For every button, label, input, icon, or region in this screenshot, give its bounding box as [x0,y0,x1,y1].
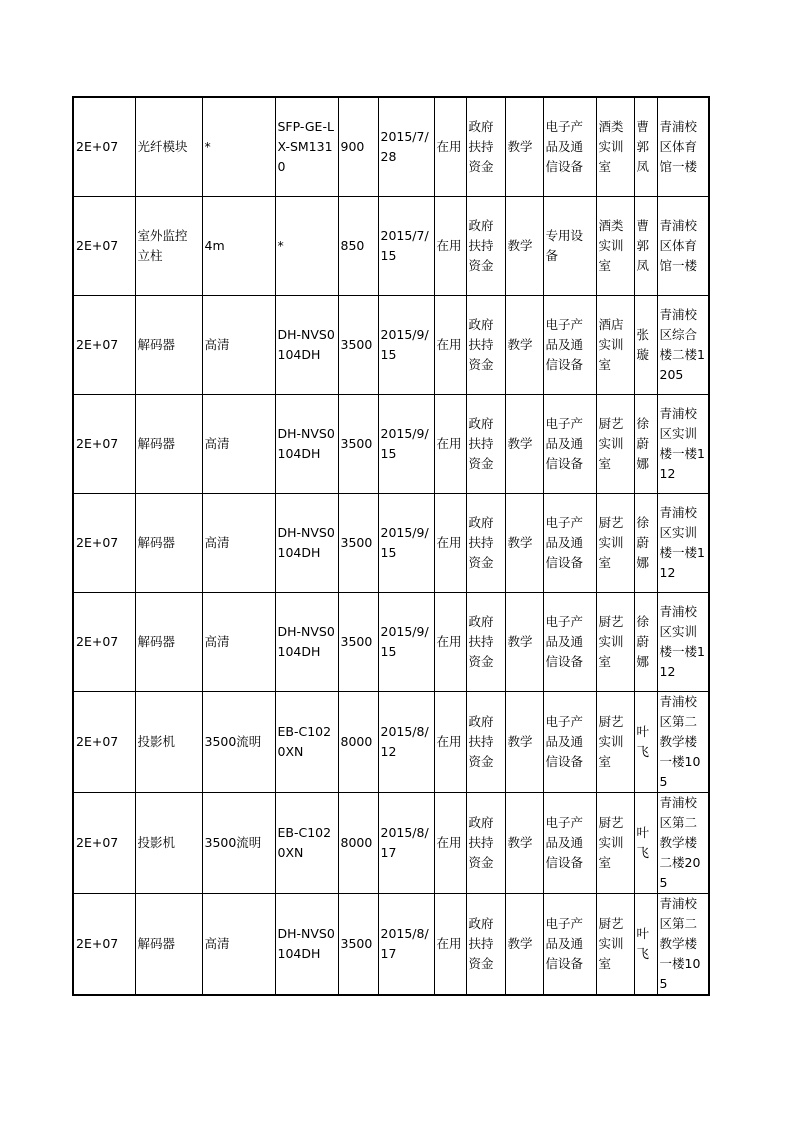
date-cell: 2015/8/17 [378,893,434,995]
name-cell: 光纤模块 [135,97,202,196]
dept-cell: 厨艺实训室 [596,893,634,995]
price-cell: 3500 [338,493,378,592]
table-row [73,196,709,295]
date-cell: 2015/8/17 [378,792,434,893]
funding-cell: 政府扶持资金 [466,893,505,995]
location-cell: 青浦校区第二教学楼一楼105 [657,893,709,995]
table-row [73,295,709,394]
funding-cell: 政府扶持资金 [466,493,505,592]
use-cell: 教学 [505,792,543,893]
model-cell: EB-C1020XN [275,691,338,792]
date-cell: 2015/7/15 [378,196,434,295]
model-cell: EB-C1020XN [275,792,338,893]
date-cell: 2015/9/15 [378,295,434,394]
model-cell: DH-NVS0104DH [275,295,338,394]
location-cell: 青浦校区体育馆一楼 [657,196,709,295]
keeper-cell: 曹郭凤 [634,196,657,295]
table-row [73,493,709,592]
table-row [73,394,709,493]
spec-cell: 高清 [202,394,275,493]
price-cell: 3500 [338,394,378,493]
spec-cell: * [202,97,275,196]
use-cell: 教学 [505,592,543,691]
use-cell: 教学 [505,691,543,792]
location-cell: 青浦校区实训楼一楼112 [657,493,709,592]
spec-cell: 高清 [202,493,275,592]
location-cell: 青浦校区实训楼一楼112 [657,394,709,493]
use-cell: 教学 [505,97,543,196]
use-cell: 教学 [505,493,543,592]
price-cell: 8000 [338,792,378,893]
status-cell: 在用 [434,493,466,592]
keeper-cell: 曹郭凤 [634,97,657,196]
code-cell: 2E+07 [73,394,135,493]
price-cell: 850 [338,196,378,295]
code-cell: 2E+07 [73,691,135,792]
name-cell: 解码器 [135,493,202,592]
use-cell: 教学 [505,893,543,995]
name-cell: 室外监控立柱 [135,196,202,295]
date-cell: 2015/9/15 [378,394,434,493]
dept-cell: 酒类实训室 [596,196,634,295]
name-cell: 投影机 [135,691,202,792]
spec-cell: 高清 [202,592,275,691]
status-cell: 在用 [434,295,466,394]
date-cell: 2015/9/15 [378,493,434,592]
code-cell: 2E+07 [73,893,135,995]
funding-cell: 政府扶持资金 [466,792,505,893]
code-cell: 2E+07 [73,792,135,893]
table-row [73,97,709,196]
use-cell: 教学 [505,394,543,493]
keeper-cell: 徐蔚娜 [634,592,657,691]
keeper-cell: 张璇 [634,295,657,394]
status-cell: 在用 [434,97,466,196]
code-cell: 2E+07 [73,97,135,196]
keeper-cell: 叶飞 [634,893,657,995]
name-cell: 解码器 [135,394,202,493]
category-cell: 电子产品及通信设备 [543,792,596,893]
dept-cell: 厨艺实训室 [596,394,634,493]
funding-cell: 政府扶持资金 [466,394,505,493]
status-cell: 在用 [434,592,466,691]
category-cell: 电子产品及通信设备 [543,493,596,592]
dept-cell: 酒类实训室 [596,97,634,196]
code-cell: 2E+07 [73,196,135,295]
dept-cell: 厨艺实训室 [596,493,634,592]
table-row [73,893,709,995]
date-cell: 2015/9/15 [378,592,434,691]
table-body [73,97,709,995]
table-row [73,592,709,691]
category-cell: 电子产品及通信设备 [543,893,596,995]
status-cell: 在用 [434,196,466,295]
use-cell: 教学 [505,295,543,394]
model-cell: * [275,196,338,295]
category-cell: 电子产品及通信设备 [543,295,596,394]
spec-cell: 高清 [202,295,275,394]
price-cell: 3500 [338,592,378,691]
date-cell: 2015/8/12 [378,691,434,792]
funding-cell: 政府扶持资金 [466,97,505,196]
status-cell: 在用 [434,691,466,792]
category-cell: 专用设备 [543,196,596,295]
name-cell: 解码器 [135,893,202,995]
model-cell: DH-NVS0104DH [275,893,338,995]
dept-cell: 酒店实训室 [596,295,634,394]
funding-cell: 政府扶持资金 [466,592,505,691]
asset-table [72,96,710,996]
spec-cell: 4m [202,196,275,295]
table-row [73,792,709,893]
price-cell: 3500 [338,893,378,995]
dept-cell: 厨艺实训室 [596,792,634,893]
funding-cell: 政府扶持资金 [466,691,505,792]
keeper-cell: 徐蔚娜 [634,394,657,493]
keeper-cell: 叶飞 [634,691,657,792]
category-cell: 电子产品及通信设备 [543,97,596,196]
keeper-cell: 徐蔚娜 [634,493,657,592]
use-cell: 教学 [505,196,543,295]
keeper-cell: 叶飞 [634,792,657,893]
code-cell: 2E+07 [73,592,135,691]
name-cell: 解码器 [135,592,202,691]
price-cell: 900 [338,97,378,196]
spec-cell: 高清 [202,893,275,995]
model-cell: DH-NVS0104DH [275,394,338,493]
date-cell: 2015/7/28 [378,97,434,196]
price-cell: 3500 [338,295,378,394]
code-cell: 2E+07 [73,295,135,394]
code-cell: 2E+07 [73,493,135,592]
status-cell: 在用 [434,792,466,893]
spec-cell: 3500流明 [202,792,275,893]
dept-cell: 厨艺实训室 [596,592,634,691]
location-cell: 青浦校区体育馆一楼 [657,97,709,196]
name-cell: 解码器 [135,295,202,394]
location-cell: 青浦校区第二教学楼一楼105 [657,691,709,792]
status-cell: 在用 [434,394,466,493]
model-cell: DH-NVS0104DH [275,493,338,592]
category-cell: 电子产品及通信设备 [543,394,596,493]
price-cell: 8000 [338,691,378,792]
funding-cell: 政府扶持资金 [466,196,505,295]
name-cell: 投影机 [135,792,202,893]
model-cell: SFP-GE-LX-SM1310 [275,97,338,196]
status-cell: 在用 [434,893,466,995]
location-cell: 青浦校区第二教学楼二楼205 [657,792,709,893]
location-cell: 青浦校区综合楼二楼1205 [657,295,709,394]
category-cell: 电子产品及通信设备 [543,691,596,792]
funding-cell: 政府扶持资金 [466,295,505,394]
location-cell: 青浦校区实训楼一楼112 [657,592,709,691]
category-cell: 电子产品及通信设备 [543,592,596,691]
model-cell: DH-NVS0104DH [275,592,338,691]
spec-cell: 3500流明 [202,691,275,792]
dept-cell: 厨艺实训室 [596,691,634,792]
table-row [73,691,709,792]
